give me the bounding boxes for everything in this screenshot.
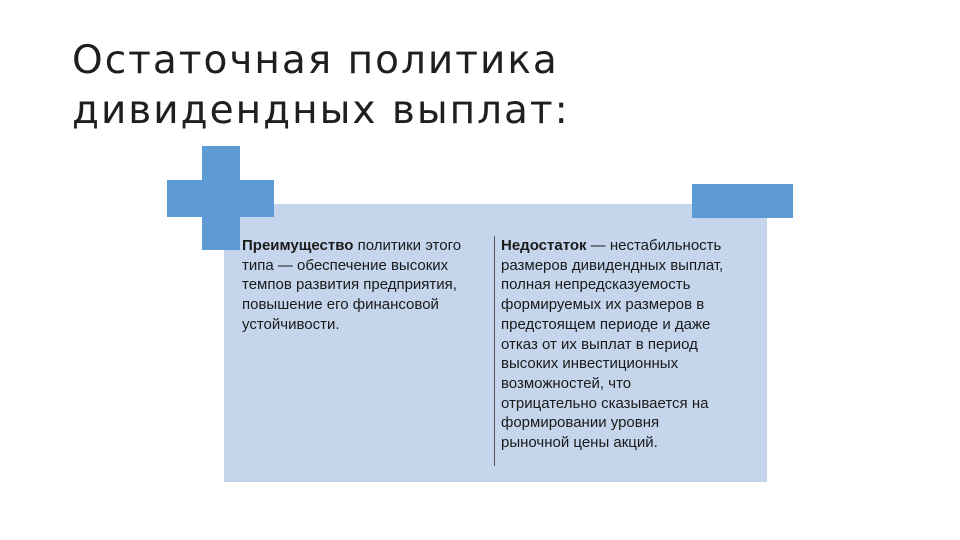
disadvantage-line: полная непредсказуемость <box>501 276 691 294</box>
advantage-text <box>242 236 490 335</box>
advantage-line: повышение его финансовой <box>242 296 439 314</box>
minus-icon <box>692 184 793 218</box>
advantage-first-line <box>242 236 490 256</box>
advantage-keyword: Преимущество <box>242 237 354 254</box>
disadvantage-line: высоких инвестиционных <box>501 355 679 373</box>
advantage-line: типа — обеспечение высоких <box>242 256 449 274</box>
disadvantage-line: формировании уровня <box>501 414 660 432</box>
disadvantage-text <box>501 236 763 453</box>
slide-title-line: Остаточная политика <box>72 38 559 83</box>
disadvantage-first-line-rest: — нестабильность <box>586 237 722 254</box>
advantage-line: устойчивости. <box>242 315 340 333</box>
plus-icon-horizontal-bar <box>167 180 274 217</box>
disadvantage-line: рыночной цены акций. <box>501 434 658 452</box>
slide-title-line: дивидендных выплат: <box>72 88 570 133</box>
slide-title <box>72 36 892 136</box>
disadvantage-line: предстоящем периоде и даже <box>501 315 711 333</box>
disadvantage-line: отрицательно сказывается на <box>501 394 709 412</box>
disadvantage-line: возможностей, что <box>501 374 632 392</box>
advantage-line: темпов развития предприятия, <box>242 276 457 294</box>
disadvantage-line: размеров дивидендных выплат, <box>501 256 724 274</box>
column-divider <box>494 236 495 466</box>
disadvantage-line: формируемых их размеров в <box>501 296 705 314</box>
disadvantage-line: отказ от их выплат в период <box>501 335 698 353</box>
disadvantage-keyword: Недостаток <box>501 237 587 254</box>
disadvantage-first-line <box>501 236 763 256</box>
advantage-first-line-rest: политики этого <box>353 237 462 254</box>
